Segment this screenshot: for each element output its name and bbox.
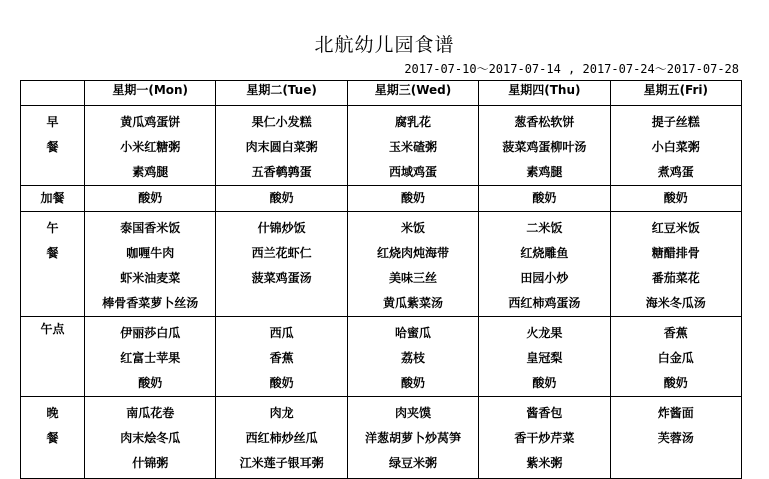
meal-label-lunch	[21, 212, 85, 317]
menu-cell	[85, 212, 216, 317]
dish: 红豆米饭	[651, 221, 700, 235]
dish: 番茄菜花	[651, 271, 700, 285]
dish: 芙蓉汤	[657, 431, 694, 445]
meal-row-dinner	[21, 397, 742, 479]
day-header-fri: 星期五(Fri)	[610, 81, 741, 106]
menu-cell	[610, 397, 741, 479]
dish: 玉米碴粥	[388, 140, 437, 154]
menu-cell	[479, 106, 610, 186]
menu-cell	[347, 106, 478, 186]
menu-cell	[610, 186, 741, 212]
dish: 绿豆米粥	[388, 456, 437, 470]
dish: 紫米粥	[526, 456, 563, 470]
dish: 葱香松软饼	[514, 115, 575, 129]
menu-cell	[479, 186, 610, 212]
dish: 肉夹馍	[394, 406, 431, 420]
dish: 伊丽莎白瓜	[120, 326, 181, 340]
day-header-wed: 星期三(Wed)	[347, 81, 478, 106]
dish: 西红柿鸡蛋汤	[508, 296, 581, 310]
dish: 黄瓜紫菜汤	[382, 296, 443, 310]
meal-label-line: 晚	[46, 406, 59, 420]
dish: 腐乳花	[394, 115, 431, 129]
menu-cell	[85, 397, 216, 479]
dish: 肉末烩冬瓜	[120, 431, 181, 445]
day-header-tue: 星期二(Tue)	[216, 81, 347, 106]
dish: 酱香包	[526, 406, 563, 420]
meal-label-line: 午	[46, 221, 59, 235]
menu-cell	[347, 212, 478, 317]
menu-cell	[610, 106, 741, 186]
dish: 白金瓜	[657, 351, 694, 365]
dish: 小米红糖粥	[120, 140, 181, 154]
dish: 皇冠梨	[526, 351, 563, 365]
dish: 酸奶	[138, 376, 163, 390]
dish: 米饭	[400, 221, 425, 235]
header-row	[21, 81, 742, 106]
dish: 酸奶	[663, 191, 688, 205]
meal-row-lunch	[21, 212, 742, 317]
dish: 哈蜜瓜	[394, 326, 431, 340]
meal-label-breakfast	[21, 106, 85, 186]
dish: 酸奶	[532, 376, 557, 390]
dish: 小白菜粥	[651, 140, 700, 154]
dish: 香蕉	[663, 326, 688, 340]
meal-label-line: 午点	[40, 322, 65, 336]
meal-row-afternoon-snack	[21, 317, 742, 397]
dish: 南瓜花卷	[126, 406, 175, 420]
dish: 红烧雕鱼	[520, 246, 569, 260]
menu-cell	[347, 317, 478, 397]
dish: 荔枝	[400, 351, 425, 365]
page-title: 北航幼儿园食谱	[314, 34, 455, 56]
dish: 西域鸡蛋	[388, 165, 437, 179]
dish: 煮鸡蛋	[657, 165, 694, 179]
menu-cell	[85, 106, 216, 186]
dish: 虾米油麦菜	[120, 271, 181, 285]
meal-label-line: 餐	[46, 246, 59, 260]
dish: 糖醋排骨	[651, 246, 700, 260]
menu-cell	[479, 317, 610, 397]
dish: 田园小炒	[520, 271, 569, 285]
menu-cell	[85, 317, 216, 397]
menu-cell	[347, 397, 478, 479]
meal-row-snack	[21, 186, 742, 212]
meal-label-afternoon-snack	[21, 317, 85, 397]
dish: 泰国香米饭	[120, 221, 181, 235]
meal-label-line: 早	[46, 115, 59, 129]
dish: 肉末圆白菜粥	[245, 140, 318, 154]
dish: 什锦炒饭	[257, 221, 306, 235]
meal-label-snack	[21, 186, 85, 212]
dish: 西瓜	[269, 326, 294, 340]
dish: 酸奶	[663, 376, 688, 390]
dish: 酸奶	[400, 376, 425, 390]
meal-label-line: 餐	[46, 431, 59, 445]
dish: 火龙果	[526, 326, 563, 340]
dish: 酸奶	[138, 191, 163, 205]
dish: 酸奶	[532, 191, 557, 205]
menu-cell	[479, 212, 610, 317]
dish: 炸酱面	[657, 406, 694, 420]
dish: 香蕉	[269, 351, 294, 365]
menu-table	[20, 80, 742, 479]
dish: 咖喱牛肉	[126, 246, 175, 260]
meal-label-line: 餐	[46, 140, 59, 154]
dish: 黄瓜鸡蛋饼	[120, 115, 181, 129]
menu-cell	[479, 397, 610, 479]
dish: 红富士苹果	[120, 351, 181, 365]
dish: 果仁小发糕	[251, 115, 312, 129]
menu-cell	[347, 186, 478, 212]
date-range: 2017-07-10～2017-07-14 , 2017-07-24～2017-07-28	[404, 62, 739, 76]
menu-cell	[610, 212, 741, 317]
day-header-mon: 星期一(Mon)	[85, 81, 216, 106]
dish: 素鸡腿	[526, 165, 563, 179]
menu-cell	[610, 317, 741, 397]
menu-cell	[216, 186, 347, 212]
dish: 香干炒芹菜	[514, 431, 575, 445]
menu-cell	[85, 186, 216, 212]
menu-cell	[216, 212, 347, 317]
menu-cell	[216, 397, 347, 479]
menu-cell	[216, 317, 347, 397]
dish: 酸奶	[269, 376, 294, 390]
meal-label-line: 加餐	[40, 191, 65, 205]
dish: 酸奶	[400, 191, 425, 205]
dish: 肉龙	[269, 406, 294, 420]
dish: 江米莲子银耳粥	[239, 456, 324, 470]
dish: 菠菜鸡蛋柳叶汤	[502, 140, 587, 154]
dish: 西兰花虾仁	[251, 246, 312, 260]
day-header-thu: 星期四(Thu)	[479, 81, 610, 106]
menu-cell	[216, 106, 347, 186]
dish: 菠菜鸡蛋汤	[251, 271, 312, 285]
dish: 西红柿炒丝瓜	[245, 431, 318, 445]
dish: 五香鹌鹑蛋	[251, 165, 312, 179]
dish: 海米冬瓜汤	[645, 296, 706, 310]
dish: 红烧肉炖海带	[376, 246, 449, 260]
dish: 美味三丝	[388, 271, 437, 285]
meal-label-dinner	[21, 397, 85, 479]
corner-cell	[21, 81, 85, 106]
dish: 提子丝糕	[651, 115, 700, 129]
dish: 什锦粥	[132, 456, 169, 470]
meal-row-breakfast	[21, 106, 742, 186]
dish: 洋葱胡萝卜炒莴笋	[364, 431, 461, 445]
dish: 棒骨香菜萝卜丝汤	[102, 296, 199, 310]
dish: 二米饭	[526, 221, 563, 235]
dish: 酸奶	[269, 191, 294, 205]
dish: 素鸡腿	[132, 165, 169, 179]
